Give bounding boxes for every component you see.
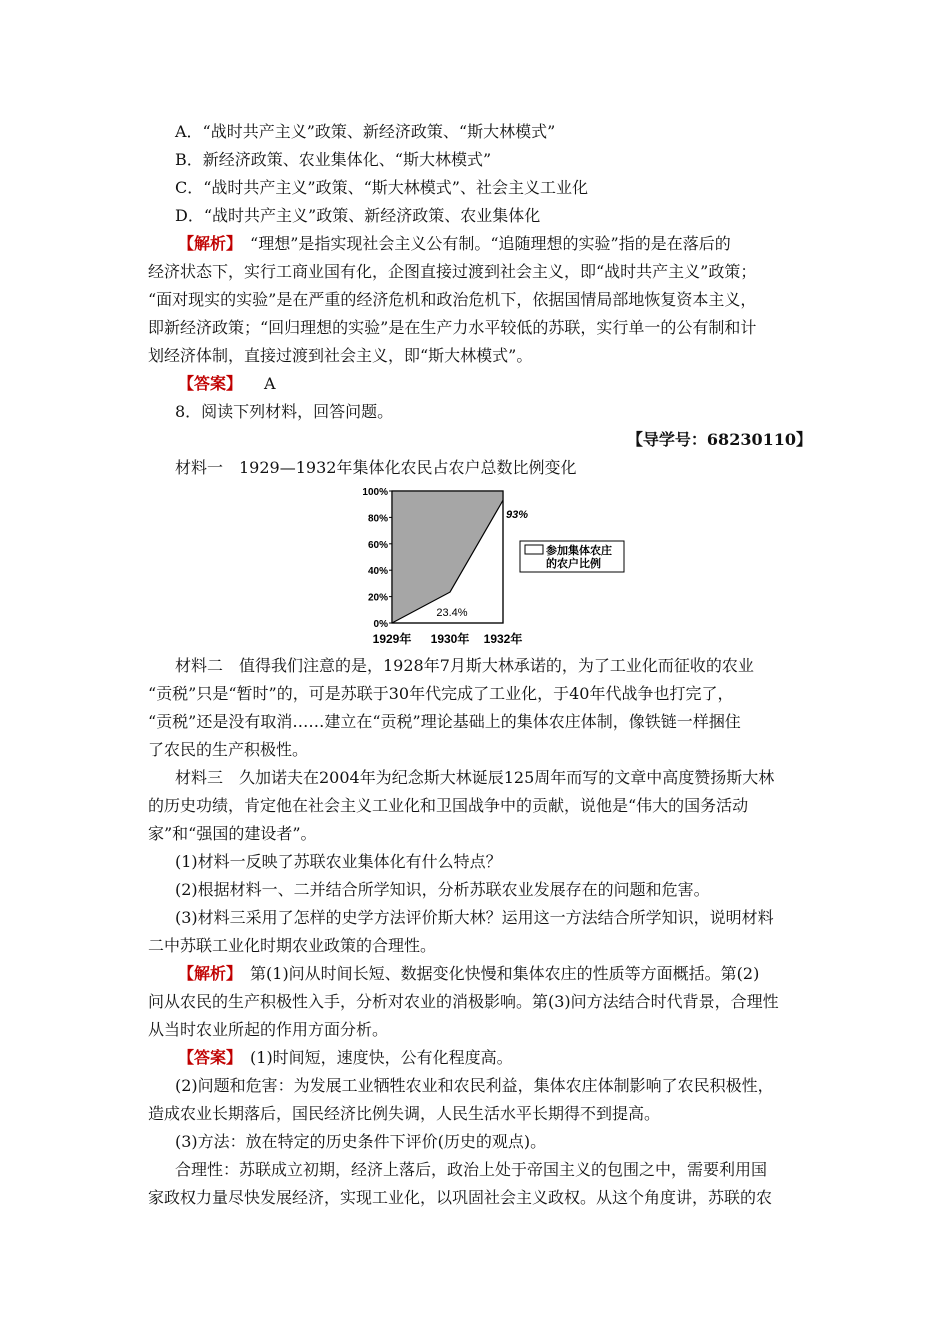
x-tick-label: 1929年 (372, 632, 412, 646)
answer-2-line-4: 合理性：苏联成立初期，经济上落后，政治上处于帝国主义的包围之中，需要利用国 (175, 1160, 768, 1179)
question-3-cont: 二中苏联工业化时期农业政策的合理性。 (148, 936, 437, 955)
material-1-title: 材料一 1929—1932年集体化农民占农户总数比例变化 (175, 458, 577, 477)
material-2-line-0: 材料二 值得我们注意的是，1928年7月斯大林承诺的，为了工业化而征收的农业 (175, 656, 754, 675)
analysis-2-line-0: 【解析】 第(1)问从时间长短、数据变化快慢和集体农庄的性质等方面概括。第(2) (178, 964, 760, 983)
analysis-tag: 【解析】 (178, 964, 235, 983)
y-tick-label: 0% (373, 619, 388, 630)
question-2: (2)根据材料一、二并结合所学知识，分析苏联农业发展存在的问题和危害。 (175, 880, 710, 899)
data-label: 93% (506, 509, 529, 522)
analysis-1-line-4: 划经济体制，直接过渡到社会主义，即“斯大林模式”。 (148, 346, 533, 365)
answer-2-line-2: 造成农业长期落后，国民经济比例失调，人民生活水平长期得不到提高。 (148, 1104, 661, 1123)
analysis-2-line-1: 问从农民的生产积极性入手，分析对农业的消极影响。第(3)问方法结合时代背景，合理性 (148, 992, 779, 1011)
answer-2-line-0: 【答案】 (1)时间短，速度快，公有化程度高。 (178, 1048, 513, 1067)
analysis-1-line-3: 即新经济政策；“回归理想的实验”是在生产力水平较低的苏联，实行单一的公有制和计 (148, 318, 757, 337)
answer-2-line-3: (3)方法：放在特定的历史条件下评价(历史的观点)。 (175, 1132, 547, 1151)
answer-tag: 【答案】 (178, 1048, 235, 1067)
legend-label: 参加集体农庄 (546, 545, 612, 557)
material-3-line-2: 家”和“强国的建设者”。 (148, 824, 317, 843)
material-3-line-1: 的历史功绩，肯定他在社会主义工业化和卫国战争中的贡献，说他是“伟大的国务活动 (148, 796, 749, 815)
y-tick-label: 20% (367, 592, 388, 604)
option-a: A．“战时共产主义”政策、新经济政策、“斯大林模式” (175, 122, 556, 141)
material-2-line-3: 了农民的生产积极性。 (148, 740, 309, 759)
collectivization-chart (350, 478, 630, 650)
option-d: D．“战时共产主义”政策、新经济政策、农业集体化 (175, 206, 541, 225)
material-2-line-2: “贡税”还是没有取消……建立在“贡税”理论基础上的集体农庄体制，像铁链一样捆住 (148, 712, 741, 731)
x-tick-label: 1930年 (430, 632, 470, 646)
analysis-1-line-2: “面对现实的实验”是在严重的经济危机和政治危机下，依据国情局部地恢复资本主义， (148, 290, 757, 309)
y-tick-label: 60% (367, 539, 388, 551)
question-1: (1)材料一反映了苏联农业集体化有什么特点？ (175, 852, 502, 871)
y-tick-label: 100% (362, 487, 388, 498)
answer-2-line-5: 家政权力量尽快发展经济，实现工业化，以巩固社会主义政权。从这个角度讲，苏联的农 (148, 1188, 773, 1207)
answer-1: 【答案】 A (178, 374, 276, 393)
analysis-2-line-2: 从当时农业所起的作用方面分析。 (148, 1020, 389, 1039)
y-tick-label: 80% (367, 513, 388, 525)
answer-2-line-1: (2)问题和危害：为发展工业牺牲农业和农民利益，集体农庄体制影响了农民积极性， (175, 1076, 774, 1095)
material-3-line-0: 材料三 久加诺夫在2004年为纪念斯大林诞辰125周年而写的文章中高度赞扬斯大林 (175, 768, 775, 787)
y-tick-label: 40% (367, 566, 388, 578)
guide-number: 【导学号：68230110】 (626, 430, 812, 449)
question-3: (3)材料三采用了怎样的史学方法评价斯大林？运用这一方法结合所学知识，说明材料 (175, 908, 774, 927)
analysis-tag: 【解析】 (178, 234, 235, 253)
answer-tag: 【答案】 (178, 374, 243, 393)
legend-swatch (525, 545, 543, 554)
legend-label: 的农户比例 (546, 558, 601, 570)
material-2-line-1: “贡税”只是“暂时”的，可是苏联于30年代完成了工业化，于40年代战争也打完了， (148, 684, 734, 703)
analysis-1-line-0: 【解析】 “理想”是指实现社会主义公有制。“追随理想的实验”指的是在落后的 (178, 234, 731, 253)
data-label: 23.4% (436, 607, 468, 619)
option-c: C．“战时共产主义”政策、“斯大林模式”、社会主义工业化 (175, 178, 588, 197)
question-8: 8．阅读下列材料，回答问题。 (175, 402, 394, 421)
analysis-1-line-1: 经济状态下，实行工商业国有化，企图直接过渡到社会主义，即“战时共产主义”政策； (148, 262, 757, 281)
x-tick-label: 1932年 (483, 632, 523, 646)
option-b: B．新经济政策、农业集体化、“斯大林模式” (175, 150, 492, 169)
